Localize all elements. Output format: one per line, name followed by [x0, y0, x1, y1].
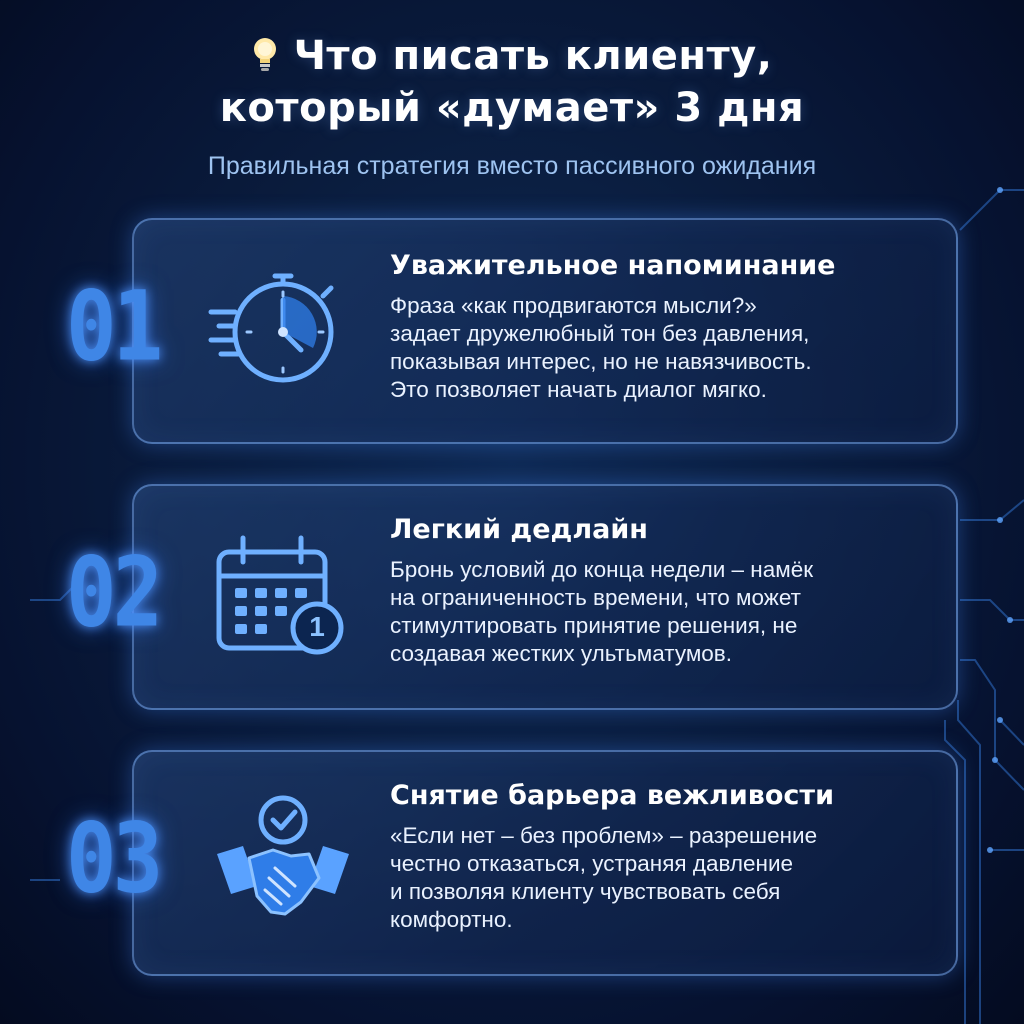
handshake-icon — [205, 794, 355, 939]
step-body-3-line: и позволяя клиенту чувствовать себя — [390, 879, 781, 904]
step-body-3-line: комфортно. — [390, 907, 513, 932]
step-number-3: 03 — [66, 801, 160, 915]
page-title-line1 — [0, 30, 1024, 82]
step-body-1-line: показывая интерес, но не навязчивость. — [390, 349, 812, 374]
page-title-line2: который «думает» 3 дня — [219, 85, 805, 131]
step-title-1: Уважительное напоминание — [390, 250, 836, 281]
step-number-1: 01 — [66, 269, 160, 383]
lightbulb-icon — [252, 34, 278, 70]
step-text-1 — [390, 248, 930, 404]
step-body-1 — [390, 292, 930, 404]
step-text-2 — [390, 512, 930, 668]
step-body-1-line: Это позволяет начать диалог мягко. — [390, 377, 767, 402]
step-title-3: Снятие барьера вежливости — [390, 780, 834, 811]
step-body-3 — [390, 822, 930, 934]
calendar-badge: 1 — [309, 611, 325, 642]
step-body-3-line: «Если нет – без проблем» – разрешение — [390, 823, 818, 848]
step-body-1-line: Фраза «как продвигаются мысли?» — [390, 293, 757, 318]
step-number-2: 02 — [66, 535, 160, 649]
step-body-2-line: создавая жестких ультьматумов. — [390, 641, 733, 666]
step-body-2 — [390, 556, 930, 668]
step-text-3 — [390, 778, 930, 934]
title-text-line1: Что писать клиенту, — [293, 33, 773, 79]
stopwatch-icon — [205, 262, 345, 397]
step-body-3-line: честно отказаться, устраняя давление — [390, 851, 794, 876]
step-body-1-line: задает дружелюбный тон без давления, — [390, 321, 810, 346]
step-title-2: Легкий дедлайн — [390, 514, 648, 545]
page-subtitle: Правильная стратегия вместо пассивного ожидания — [207, 152, 817, 180]
step-body-2-line: на ограниченность времени, что может — [390, 585, 801, 610]
header — [0, 30, 1024, 181]
calendar-icon — [205, 530, 355, 665]
step-body-2-line: Бронь условий до конца недели – намёк — [390, 557, 814, 582]
step-body-2-line: стимултировать принятие решения, не — [390, 613, 798, 638]
